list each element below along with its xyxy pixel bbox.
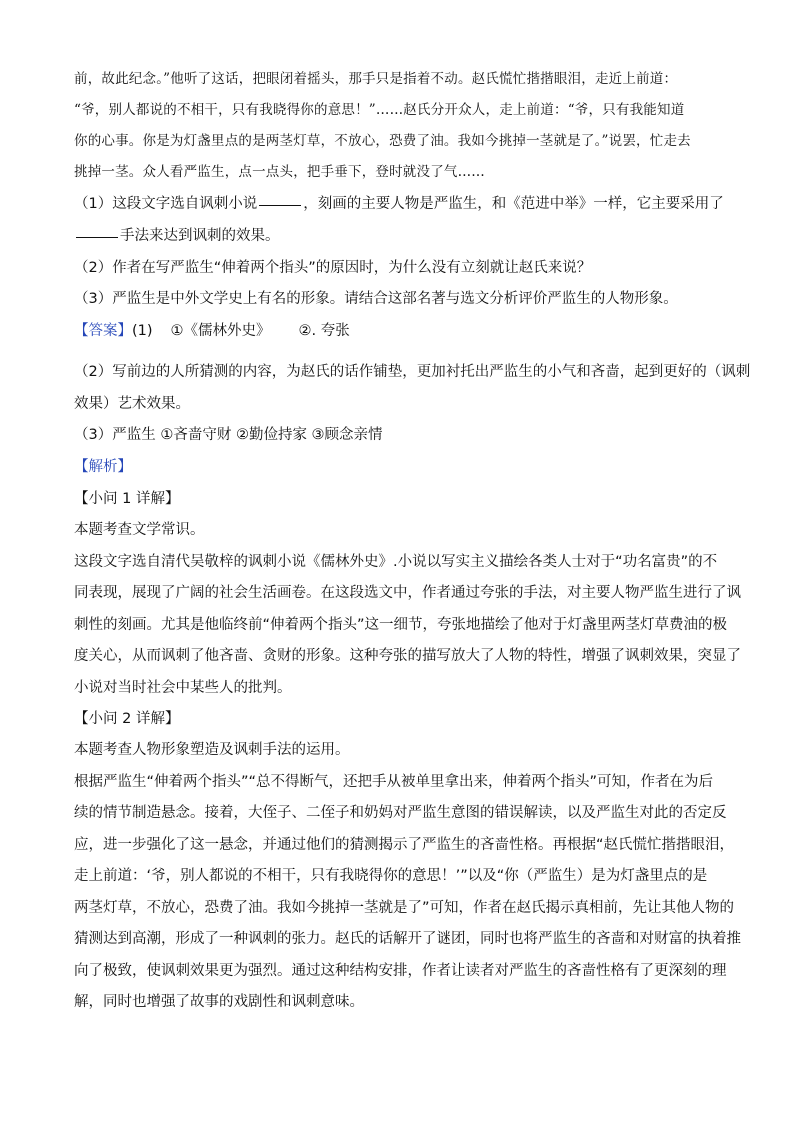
analysis-paragraph: 同表现，展现了广阔的社会生活画卷。在这段选文中，作者通过夸张的手法，对主要人物严监生进行了讽	[74, 585, 741, 601]
analysis-intro: 本题考查文学常识。	[74, 522, 205, 538]
question-text: ，刻画的主要人物是严监生，和《范进中举》一样，它主要采用了	[303, 196, 724, 212]
analysis-paragraph: 续的情节制造悬念。接着，大侄子、二侄子和奶妈对严监生意图的错误解读，以及严监生对此的否定反	[74, 805, 727, 821]
analysis-paragraph: 应，进一步强化了这一悬念，并通过他们的猜测揭示了严监生的吝啬性格。再根据“赵氏慌忙揩揩眼泪，	[74, 837, 735, 853]
passage-line: 挑掉一茎。众人看严监生，点一点头，把手垂下，登时就没了气……	[74, 164, 485, 180]
answer-label: 【答案】	[74, 323, 132, 339]
blank-line	[76, 236, 118, 238]
analysis-paragraph: 小说对当时社会中某些人的批判。	[74, 680, 292, 696]
answer-prefix: (1)	[132, 323, 153, 339]
passage-line: “爷，别人都说的不相干，只有我晓得你的意思！”……赵氏分开众人，走上前道：“爷，只有我能知道	[74, 102, 685, 118]
answer-1	[74, 319, 734, 340]
answer-item: ①《儒林外史》	[170, 323, 271, 339]
question-1-cont	[74, 224, 734, 245]
answer-3: （3）严监生 ①吝啬守财 ②勤俭持家 ③顾念亲情	[74, 427, 383, 443]
analysis-paragraph: 这段文字选自清代吴敬梓的讽刺小说《儒林外史》.小说以写实主义描绘各类人士对于“功名富贵”的不	[74, 554, 718, 570]
question-text: （1）这段文字选自讽刺小说	[74, 196, 258, 212]
answer-item: ②. 夸张	[298, 323, 350, 339]
analysis-paragraph: 刺性的刻画。尤其是他临终前“伸着两个指头”这一细节，夸张地描绘了他对于灯盏里两茎灯草费油的极	[74, 617, 728, 633]
question-2: （2）作者在写严监生“伸着两个指头”的原因时，为什么没有立刻就让赵氏来说？	[74, 260, 592, 276]
blank-line	[259, 204, 301, 206]
passage-line: 前，故此纪念。”他听了这话，把眼闭着摇头，那手只是指着不动。赵氏慌忙揩揩眼泪，走近上前道：	[74, 71, 678, 87]
analysis-paragraph: 走上前道：‘爷，别人都说的不相干，只有我晓得你的意思！’”以及“你（严监生）是为灯盏里点的是	[74, 868, 708, 884]
analysis-paragraph: 根据严监生“伸着两个指头”“总不得断气，还把手从被单里拿出来，伸着两个指头”可知，作者在为后	[74, 774, 714, 790]
subquestion-title: 【小问 2 详解】	[74, 711, 180, 727]
analysis-paragraph: 向了极致，使讽刺效果更为强烈。通过这种结构安排，作者让读者对严监生的吝啬性格有了更深刻的理	[74, 963, 727, 979]
analysis-intro: 本题考查人物形象塑造及讽刺手法的运用。	[74, 742, 350, 758]
analysis-paragraph: 两茎灯草，不放心，恐费了油。我如今挑掉一茎就是了”可知，作者在赵氏揭示真相前，先让其他人物的	[74, 900, 735, 916]
analysis-label: 【解析】	[74, 459, 132, 475]
answer-2-cont: 效果）艺术效果。	[74, 396, 190, 412]
analysis-paragraph: 度关心，从而讽刺了他吝啬、贪财的形象。这种夸张的描写放大了人物的特性，增强了讽刺效果，突显了	[74, 648, 741, 664]
question-1	[74, 192, 734, 213]
question-3: （3）严监生是中外文学史上有名的形象。请结合这部名著与选文分析评价严监生的人物形象。	[74, 291, 678, 307]
answer-2: （2）写前边的人所猜测的内容，为赵氏的话作铺垫，更加衬托出严监生的小气和吝啬，起到更好的（讽刺	[74, 364, 751, 380]
passage-line: 你的心事。你是为灯盏里点的是两茎灯草，不放心，恐费了油。我如今挑掉一茎就是了。”说罢，忙走去	[74, 133, 691, 149]
subquestion-title: 【小问 1 详解】	[74, 491, 180, 507]
question-text: 手法来达到讽刺的效果。	[120, 228, 280, 244]
analysis-paragraph: 猜测达到高潮，形成了一种讽刺的张力。赵氏的话解开了谜团，同时也将严监生的吝啬和对财富的执着推	[74, 931, 741, 947]
analysis-paragraph: 解，同时也增强了故事的戏剧性和讽刺意味。	[74, 994, 364, 1010]
